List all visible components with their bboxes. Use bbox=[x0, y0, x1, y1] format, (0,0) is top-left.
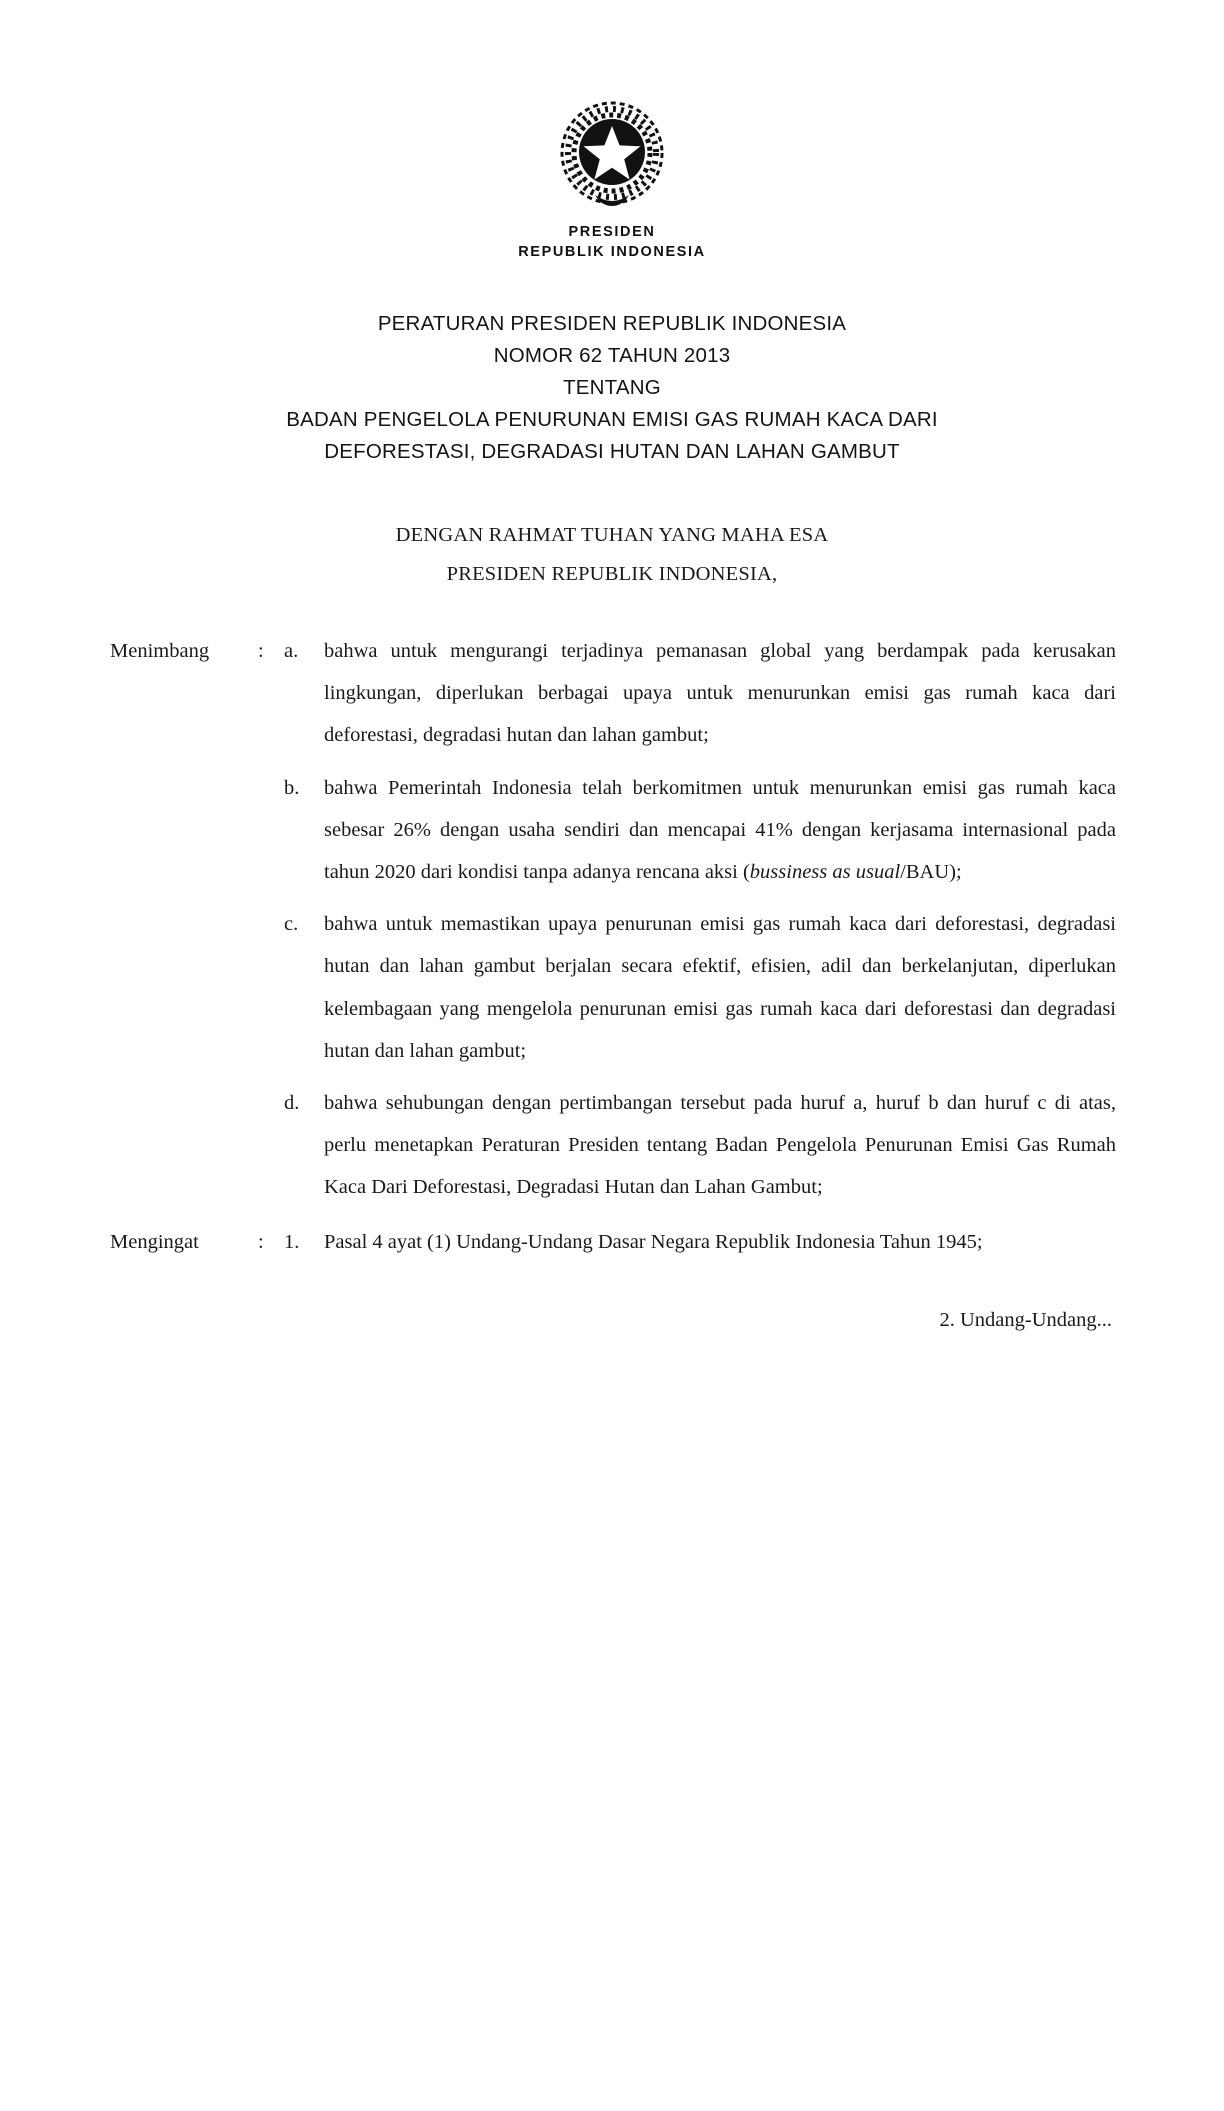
menimbang-text-b bbox=[324, 767, 1116, 894]
emblem-caption bbox=[0, 223, 1224, 262]
title-line-5: DEFORESTASI, DEGRADASI HUTAN DAN LAHAN GAMBUT bbox=[324, 440, 900, 463]
blessing-block bbox=[0, 516, 1224, 594]
menimbang-marker-a: a. bbox=[284, 639, 299, 662]
title-line-2: NOMOR 62 TAHUN 2013 bbox=[493, 344, 731, 368]
mengingat-item-1 bbox=[110, 1221, 1116, 1263]
mengingat-label: Mengingat bbox=[110, 1230, 199, 1253]
menimbang-item-a bbox=[110, 630, 1116, 757]
title-line-1: PERATURAN PRESIDEN REPUBLIK INDONESIA bbox=[377, 312, 847, 336]
menimbang-text-b-part2: /BAU); bbox=[900, 860, 962, 883]
title-line-4: BADAN PENGELOLA PENURUNAN EMISI GAS RUMAH KACA DARI bbox=[286, 408, 938, 432]
blessing-line-2: PRESIDEN REPUBLIK INDONESIA, bbox=[446, 562, 778, 585]
menimbang-marker-d: d. bbox=[284, 1092, 300, 1115]
document-body bbox=[0, 630, 1224, 1263]
menimbang-item-c bbox=[110, 903, 1116, 1072]
menimbang-marker-c: c. bbox=[284, 913, 299, 936]
mengingat-section bbox=[110, 1221, 1116, 1263]
document-title bbox=[0, 308, 1224, 468]
menimbang-text-a: bahwa untuk mengurangi terjadinya pemanasan global yang berdampak pada kerusakan lingkungan, diperlukan berbagai upaya untuk menurunkan emisi gas rumah kaca dari deforestasi, degradasi hutan dan lahan gambut; bbox=[324, 639, 1116, 747]
title-line-3: TENTANG bbox=[563, 376, 661, 400]
emblem-block bbox=[0, 95, 1224, 262]
menimbang-text-b-part1: bahwa Pemerintah Indonesia telah berkomitmen untuk menurunkan emisi gas rumah kaca sebesar 26% dengan usaha sendiri dan mencapai 41% dengan kerjasama internasional pada tahun 2020 dari kondisi tanpa adanya rencana aksi ( bbox=[324, 776, 1116, 883]
menimbang-colon: : bbox=[258, 639, 264, 662]
mengingat-text-1: Pasal 4 ayat (1) Undang-Undang Dasar Negara Republik Indonesia Tahun 1945; bbox=[324, 1230, 983, 1253]
menimbang-text-b-italic: bussiness as usual bbox=[749, 860, 901, 883]
emblem-caption-line-2: REPUBLIK INDONESIA bbox=[518, 243, 706, 260]
emblem-caption-line-1: PRESIDEN bbox=[568, 224, 656, 240]
page-continuation-note: 2. Undang-Undang... bbox=[939, 1308, 1112, 1331]
mengingat-colon: : bbox=[258, 1230, 264, 1253]
menimbang-section bbox=[110, 630, 1116, 1209]
mengingat-marker-1: 1. bbox=[284, 1230, 300, 1253]
menimbang-label: Menimbang bbox=[110, 639, 210, 662]
blessing-line-1: DENGAN RAHMAT TUHAN YANG MAHA ESA bbox=[395, 523, 829, 546]
menimbang-text-d: bahwa sehubungan dengan pertimbangan tersebut pada huruf a, huruf b dan huruf c di atas, perlu menetapkan Peraturan Presiden tentang Badan Pengelola Penurunan Emisi Gas Rumah Kaca Dari Deforestasi, Degradasi Hutan dan Lahan Gambut; bbox=[324, 1092, 1116, 1199]
menimbang-item-d bbox=[110, 1082, 1116, 1209]
menimbang-text-c: bahwa untuk memastikan upaya penurunan emisi gas rumah kaca dari deforestasi, degradasi hutan dan lahan gambut berjalan secara efektif, efisien, adil dan berkelanjutan, diperlukan kelembagaan yang mengelola penurunan emisi gas rumah kaca dari deforestasi dan degradasi hutan dan lahan gambut; bbox=[324, 913, 1116, 1062]
menimbang-item-b bbox=[110, 767, 1116, 894]
menimbang-marker-b: b. bbox=[284, 776, 300, 799]
document-page bbox=[0, 95, 1224, 2111]
garuda-star-emblem-icon bbox=[547, 95, 677, 215]
